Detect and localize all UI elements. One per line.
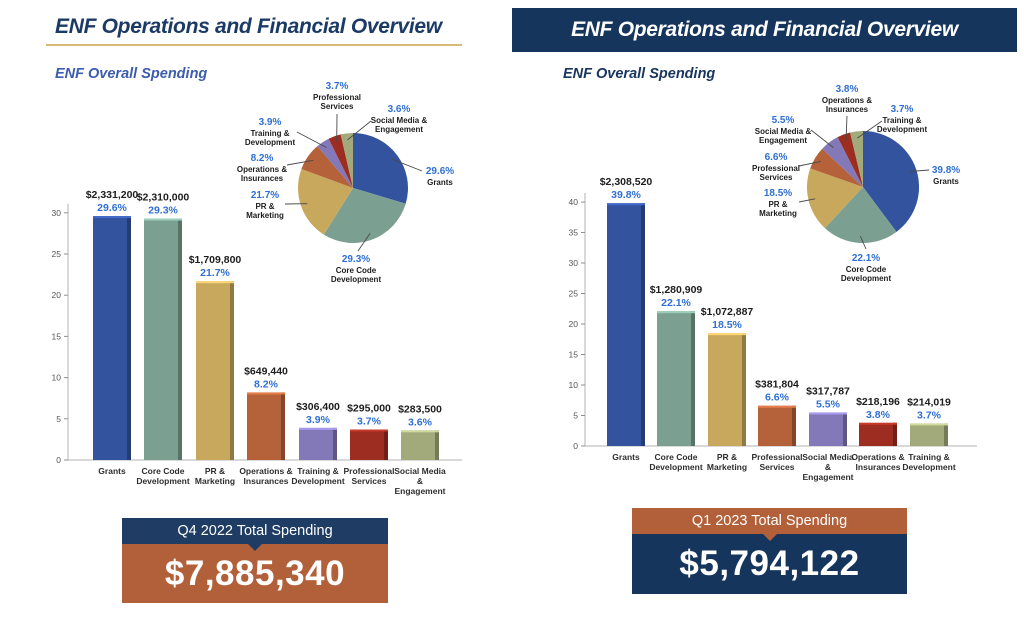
svg-text:3.6%: 3.6%	[408, 416, 432, 429]
section-subtitle: ENF Overall Spending	[563, 66, 716, 82]
svg-text:10: 10	[51, 372, 61, 383]
svg-text:Professional: Professional	[312, 93, 362, 102]
q4-total-label: Q4 2022 Total Spending	[177, 523, 333, 539]
svg-text:PR &: PR &	[768, 200, 788, 209]
svg-text:$2,308,520: $2,308,520	[599, 176, 653, 189]
svg-text:Professional: Professional	[751, 452, 803, 462]
svg-text:Training &: Training &	[908, 452, 950, 462]
svg-text:25: 25	[51, 249, 61, 259]
svg-text:Social Media &: Social Media &	[754, 127, 812, 136]
svg-text:5.5%: 5.5%	[771, 115, 795, 126]
svg-text:$1,072,887: $1,072,887	[700, 306, 754, 319]
svg-text:$317,787: $317,787	[806, 385, 850, 398]
svg-text:Engagement: Engagement	[374, 125, 424, 134]
svg-text:Professional: Professional	[343, 466, 395, 476]
q1-total-box	[632, 508, 907, 594]
svg-text:Training &: Training &	[297, 466, 339, 476]
svg-text:Grants: Grants	[933, 177, 959, 186]
svg-text:6.6%: 6.6%	[765, 391, 789, 404]
svg-text:40: 40	[568, 197, 578, 207]
svg-text:Engagement: Engagement	[802, 472, 854, 482]
svg-text:Grants: Grants	[98, 466, 126, 476]
svg-text:$381,804: $381,804	[755, 378, 799, 391]
svg-text:5.5%: 5.5%	[816, 398, 840, 411]
svg-text:PR &: PR &	[204, 466, 226, 476]
svg-text:Operations &: Operations &	[236, 165, 288, 174]
pointer-triangle	[248, 544, 262, 551]
q4-total-header	[122, 518, 388, 544]
svg-text:Social Media: Social Media	[802, 452, 854, 462]
svg-text:Development: Development	[902, 462, 956, 472]
svg-text:Core Code: Core Code	[335, 266, 377, 275]
svg-text:Social Media &: Social Media &	[370, 116, 428, 125]
svg-text:3.7%: 3.7%	[917, 409, 941, 422]
section-subtitle: ENF Overall Spending	[55, 66, 208, 82]
svg-text:Development: Development	[876, 125, 928, 134]
svg-text:30: 30	[51, 207, 61, 218]
svg-text:30: 30	[568, 258, 578, 268]
svg-text:PR &: PR &	[716, 452, 738, 462]
q1-total-header	[632, 508, 907, 534]
svg-text:3.7%: 3.7%	[325, 81, 349, 92]
svg-text:29.6%: 29.6%	[425, 166, 455, 177]
svg-text:3.8%: 3.8%	[866, 408, 890, 421]
svg-text:$2,331,200: $2,331,200	[85, 189, 139, 202]
svg-text:Insurances: Insurances	[243, 476, 289, 486]
svg-text:$649,440: $649,440	[244, 365, 288, 378]
svg-text:$283,500: $283,500	[398, 403, 442, 416]
svg-text:18.5%: 18.5%	[763, 188, 793, 199]
svg-text:Services: Services	[759, 462, 795, 472]
svg-text:3.7%: 3.7%	[890, 104, 914, 115]
svg-text:22.1%: 22.1%	[851, 253, 881, 264]
svg-text:Insurances: Insurances	[240, 174, 284, 183]
svg-text:3.9%: 3.9%	[258, 117, 282, 128]
svg-text:Insurances: Insurances	[825, 105, 869, 114]
svg-text:Operations &: Operations &	[239, 466, 293, 476]
q1-total-value: $5,794,122	[632, 534, 907, 594]
svg-text:22.1%: 22.1%	[661, 297, 691, 310]
svg-text:Development: Development	[330, 275, 382, 284]
svg-text:Insurances: Insurances	[855, 462, 901, 472]
q1-total-label: Q1 2023 Total Spending	[691, 513, 848, 529]
svg-text:$1,280,909: $1,280,909	[649, 284, 703, 297]
svg-text:21.7%: 21.7%	[250, 190, 280, 201]
svg-text:$2,310,000: $2,310,000	[136, 191, 190, 204]
svg-text:0: 0	[56, 455, 61, 465]
svg-text:&: &	[416, 476, 424, 486]
svg-text:15: 15	[568, 349, 578, 360]
svg-text:Marketing: Marketing	[759, 209, 797, 218]
svg-text:Services: Services	[320, 102, 354, 111]
q4-total-box	[122, 518, 388, 603]
svg-text:39.8%: 39.8%	[611, 189, 641, 202]
svg-text:15: 15	[51, 331, 61, 342]
svg-text:3.8%: 3.8%	[835, 84, 859, 95]
svg-text:Professional: Professional	[751, 164, 801, 173]
svg-text:6.6%: 6.6%	[764, 152, 788, 163]
svg-text:29.3%: 29.3%	[148, 204, 178, 217]
svg-text:5: 5	[573, 410, 578, 421]
svg-text:Core Code: Core Code	[654, 452, 698, 462]
svg-text:35: 35	[568, 227, 578, 238]
svg-text:PR &: PR &	[255, 202, 275, 211]
svg-text:20: 20	[568, 319, 578, 329]
svg-text:Operations &: Operations &	[851, 452, 905, 462]
svg-text:18.5%: 18.5%	[712, 319, 742, 332]
svg-text:Engagement: Engagement	[758, 136, 808, 145]
svg-text:Core Code: Core Code	[141, 466, 185, 476]
svg-text:Services: Services	[351, 476, 387, 486]
svg-text:Development: Development	[136, 476, 190, 486]
svg-text:Development: Development	[291, 476, 345, 486]
svg-text:Social Media: Social Media	[394, 466, 446, 476]
svg-text:Core Code: Core Code	[845, 265, 887, 274]
q4-total-value: $7,885,340	[122, 544, 388, 603]
svg-text:Training &: Training &	[250, 129, 290, 138]
svg-text:21.7%: 21.7%	[200, 267, 230, 280]
q1-2023-panel	[512, 0, 1024, 632]
svg-text:Services: Services	[759, 173, 793, 182]
svg-text:Operations &: Operations &	[821, 96, 873, 105]
svg-text:3.9%: 3.9%	[306, 413, 330, 426]
svg-text:0: 0	[573, 441, 578, 451]
q4-pie-chart	[225, 70, 475, 300]
svg-text:Development: Development	[244, 138, 296, 147]
svg-text:Engagement: Engagement	[394, 486, 446, 496]
svg-text:25: 25	[568, 288, 578, 299]
svg-text:5: 5	[56, 413, 61, 424]
svg-text:29.6%: 29.6%	[97, 202, 127, 215]
svg-text:$218,196: $218,196	[856, 395, 900, 408]
q1-pie-chart	[735, 70, 985, 300]
svg-text:Grants: Grants	[427, 178, 453, 187]
svg-text:Development: Development	[649, 462, 703, 472]
svg-text:10: 10	[568, 380, 578, 390]
title-underline	[46, 44, 462, 46]
page-title: ENF Operations and Financial Overview	[55, 15, 442, 38]
svg-text:&: &	[824, 462, 832, 472]
svg-text:Marketing: Marketing	[706, 462, 748, 472]
svg-text:39.8%: 39.8%	[931, 165, 961, 176]
title-banner	[512, 8, 1017, 52]
pointer-triangle	[763, 534, 777, 541]
svg-text:8.2%: 8.2%	[250, 153, 274, 164]
svg-text:Marketing: Marketing	[246, 211, 284, 220]
svg-text:$214,019: $214,019	[907, 396, 951, 409]
page-title: ENF Operations and Financial Overview	[571, 18, 958, 41]
svg-text:3.6%: 3.6%	[387, 104, 411, 115]
svg-text:$1,709,800: $1,709,800	[188, 254, 242, 267]
svg-text:3.7%: 3.7%	[357, 415, 381, 428]
svg-text:20: 20	[51, 290, 61, 301]
svg-text:Grants: Grants	[612, 452, 640, 462]
svg-text:Development: Development	[840, 274, 892, 283]
svg-text:29.3%: 29.3%	[341, 254, 371, 265]
svg-text:Training &: Training &	[882, 116, 922, 125]
svg-text:Marketing: Marketing	[194, 476, 236, 486]
svg-text:8.2%: 8.2%	[254, 378, 278, 391]
svg-text:$295,000: $295,000	[347, 402, 391, 415]
svg-text:$306,400: $306,400	[296, 400, 340, 413]
